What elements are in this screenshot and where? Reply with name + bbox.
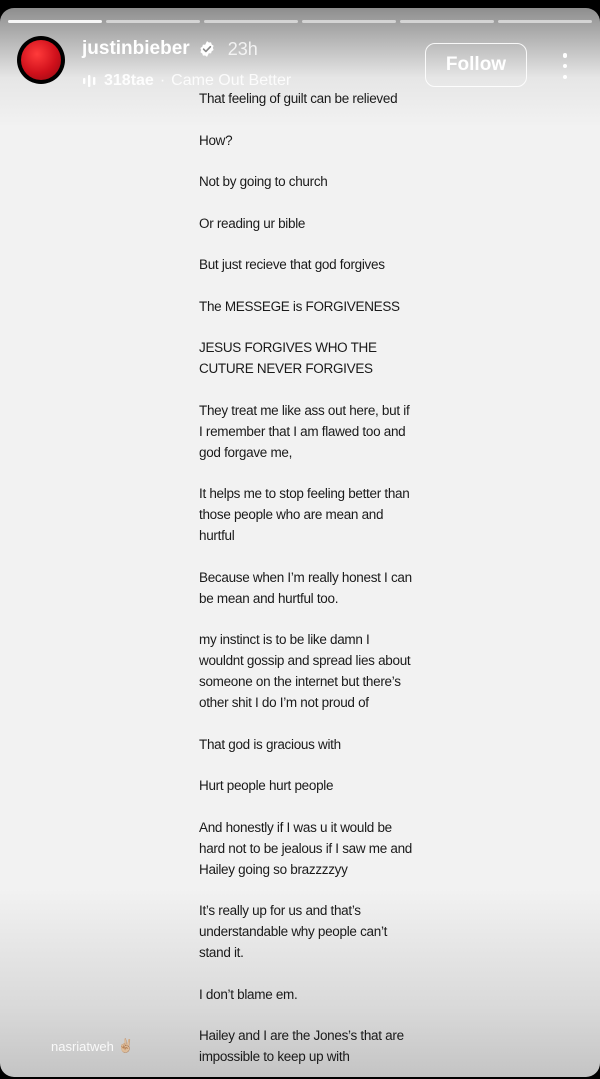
note-paragraph: And honestly if I was u it would be hard not to be jealous if I saw me and Hailey going so brazzzzyy <box>199 819 412 877</box>
story-card <box>0 8 600 1077</box>
note-paragraph: It’s really up for us and that’s understandable why people can’t stand it. <box>199 903 388 960</box>
note-paragraph: Because when I’m really honest I can be mean and hurtful too. <box>199 569 412 606</box>
more-dot <box>563 53 568 58</box>
progress-segment <box>302 20 396 23</box>
music-title: Came Out Better <box>171 72 292 89</box>
story-header-user <box>82 38 258 60</box>
progress-segment <box>204 20 298 23</box>
peace-hand-icon: ✌🏼 <box>117 1038 135 1053</box>
note-paragraph: I don’t blame em. <box>199 986 298 1002</box>
note-paragraph: Not by going to church <box>199 174 328 189</box>
note-paragraph: It helps me to stop feeling better than those people who are mean and hurtful <box>199 486 410 543</box>
progress-segment <box>8 20 102 23</box>
more-dot <box>563 64 568 69</box>
audio-bars-icon <box>82 74 98 88</box>
story-note-text <box>199 88 414 1077</box>
note-paragraph: The MESSEGE is FORGIVENESS <box>199 298 400 314</box>
mention-handle: nasriatweh <box>51 1038 114 1054</box>
note-paragraph: That god is gracious with <box>199 736 341 752</box>
mention-sticker[interactable] <box>51 1038 134 1054</box>
note-paragraph: Or reading ur bible <box>199 215 306 231</box>
verified-badge-icon <box>198 40 216 58</box>
note-paragraph: That feeling of guilt can be relieved <box>199 91 398 106</box>
post-time: 23h <box>227 38 258 59</box>
more-vertical-icon[interactable] <box>553 53 577 79</box>
username[interactable]: justinbieber <box>82 38 190 59</box>
progress-segment <box>498 20 592 23</box>
progress-segment <box>400 20 494 23</box>
note-paragraph: They treat me like ass out here, but if I remember that I am flawed too and god forgave me, <box>199 402 410 460</box>
story-progress-bar <box>8 20 592 23</box>
avatar-image <box>21 40 61 80</box>
note-paragraph: Hurt people hurt people <box>199 778 334 793</box>
follow-button[interactable]: Follow <box>425 43 527 87</box>
progress-segment <box>106 20 200 23</box>
more-dot <box>563 75 568 80</box>
note-paragraph: my instinct is to be like damn I wouldnt gossip and spread lies about someone on the internet but there’s other shit I do I’m not proud of <box>199 632 411 710</box>
note-paragraph: Hailey and I are the Jones’s that are impossible to keep up with <box>199 1028 404 1064</box>
music-separator: · <box>159 72 166 89</box>
avatar[interactable] <box>17 36 65 84</box>
note-paragraph: How? <box>199 132 233 148</box>
note-paragraph: But just recieve that god forgives <box>199 257 385 272</box>
music-artist: 318tae <box>104 72 154 89</box>
note-paragraph: JESUS FORGIVES WHO THE CUTURE NEVER FORGIVES <box>199 340 377 376</box>
